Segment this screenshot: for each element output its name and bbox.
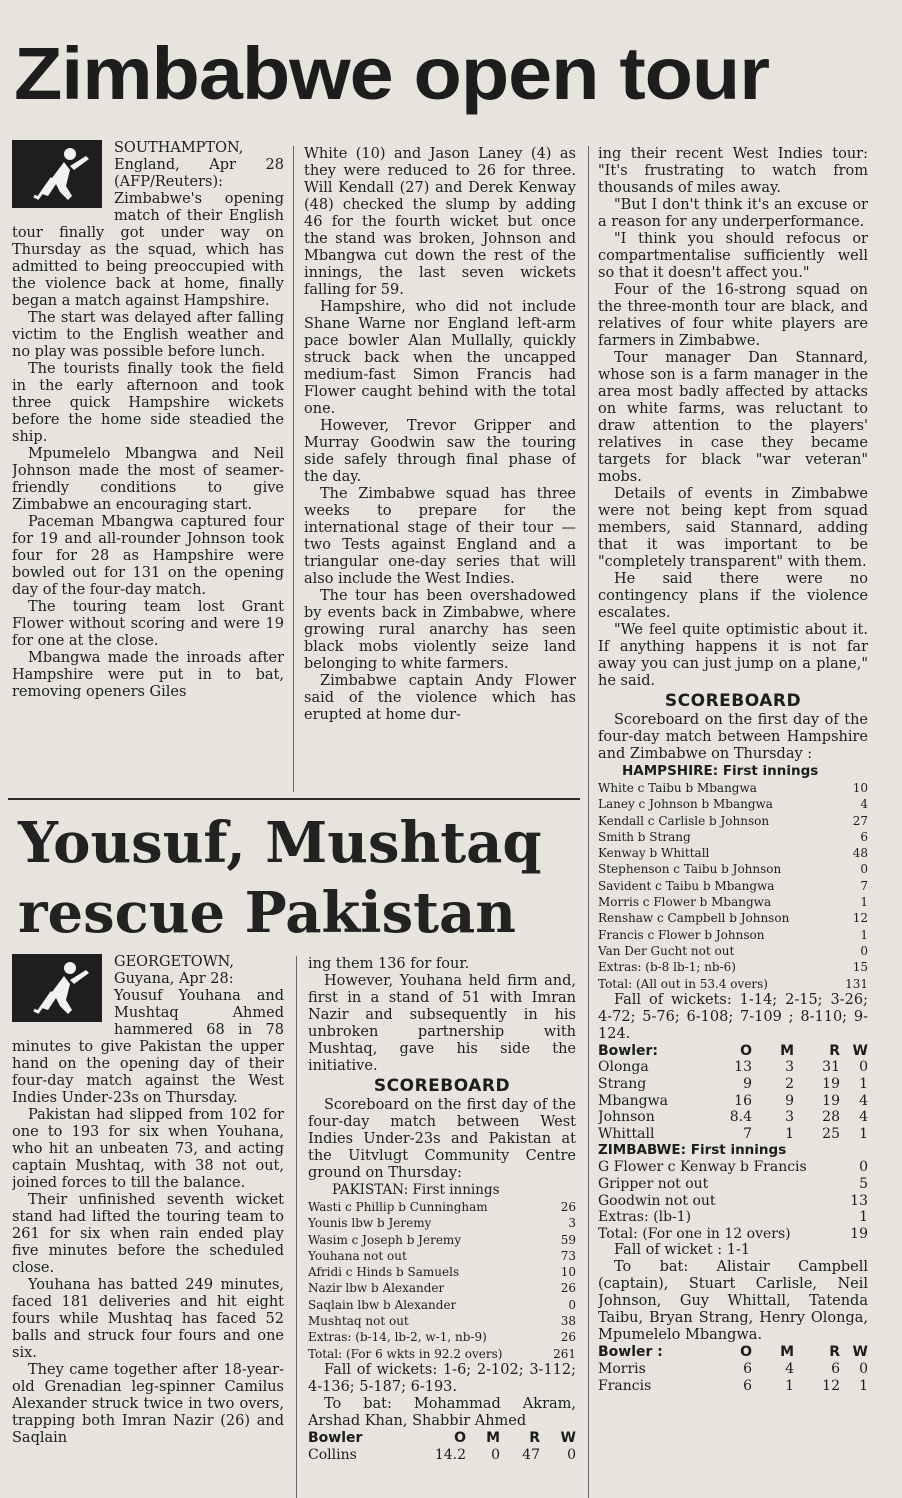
runs: 131 bbox=[845, 976, 868, 991]
runs: 10 bbox=[852, 781, 868, 795]
batting-line bbox=[308, 1280, 576, 1296]
cricket-batsman-logo bbox=[12, 140, 102, 208]
article1-col1-paragraphs bbox=[12, 191, 284, 701]
paragraph: The Zimbabwe squad has three weeks to prepare for the international stage of their tour — two Tests against England and a triangular one-day series that will also include the West Indies. bbox=[304, 486, 576, 587]
bowling-cell: 25 bbox=[822, 1125, 840, 1142]
batting-line bbox=[308, 1346, 576, 1362]
runs: 1 bbox=[859, 1209, 868, 1226]
zimbabwe-bowling-table bbox=[598, 1043, 868, 1143]
pakistan-scoreboard-intro: Scoreboard on the first day of the four-day match between West Indies Under-23s and Pakistan at the Uitvlugt Community Centre ground on Thursday: bbox=[308, 1097, 576, 1181]
article1-headline: Zimbabwe open tour bbox=[14, 32, 769, 115]
paragraph: However, Trevor Gripper and Murray Goodwin saw the touring side safely through final phase of the day. bbox=[304, 418, 576, 485]
batsman-dismissal: Renshaw c Campbell b Johnson bbox=[598, 911, 790, 926]
batsman-dismissal: Wasti c Phillip b Cunningham bbox=[308, 1200, 488, 1214]
batting-line bbox=[598, 976, 868, 992]
batting-line bbox=[598, 1176, 868, 1193]
runs: 38 bbox=[560, 1314, 576, 1329]
article2-column-2 bbox=[308, 956, 576, 1498]
cricket-batsman-logo-2 bbox=[12, 954, 102, 1022]
bowling-header-cell: O bbox=[740, 1344, 752, 1361]
runs: 6 bbox=[860, 829, 868, 844]
article1-dateline: SOUTHAMPTON, England, Apr 28 (AFP/Reuters): bbox=[114, 140, 284, 190]
bowling-cell: 4 bbox=[859, 1109, 868, 1126]
bowling-cell: 4 bbox=[785, 1360, 794, 1377]
bowling-header-cell: W bbox=[852, 1042, 868, 1059]
batsman-dismissal: Goodwin not out bbox=[598, 1192, 716, 1209]
paragraph: "We feel quite optimistic about it. If anything happens it is not far away you can just jump on a plane," he said. bbox=[598, 622, 868, 689]
runs: 5 bbox=[859, 1176, 868, 1193]
batting-line bbox=[308, 1297, 576, 1313]
batsman-dismissal: Van Der Gucht not out bbox=[598, 943, 735, 958]
article2-column-1 bbox=[12, 954, 284, 1498]
bowling-cell: 1 bbox=[859, 1377, 868, 1394]
bowling-cell: 4 bbox=[859, 1092, 868, 1109]
batting-line bbox=[598, 829, 868, 845]
scoreboard-title: SCOREBOARD bbox=[664, 691, 802, 711]
batting-line bbox=[598, 1159, 868, 1176]
article-separator-rule bbox=[8, 798, 580, 800]
article2-col1-paragraphs bbox=[12, 988, 284, 1447]
batting-line bbox=[598, 813, 868, 829]
bowling-cell: 6 bbox=[743, 1360, 752, 1377]
batting-line bbox=[598, 845, 868, 861]
bowling-header-cell: M bbox=[486, 1429, 500, 1446]
batting-line bbox=[308, 1199, 576, 1215]
batting-line bbox=[598, 910, 868, 926]
batsman-dismissal: Total: (For 6 wkts in 92.2 overs) bbox=[308, 1346, 503, 1361]
batsman-dismissal: Extras: (b-14, lb-2, w-1, nb-9) bbox=[308, 1330, 487, 1345]
paragraph: The tourists finally took the field in the early afternoon and took three quick Hampshire wickets before the home side steadied the ship. bbox=[12, 361, 284, 445]
runs: 1 bbox=[860, 895, 868, 910]
bowling-cell: 13 bbox=[734, 1059, 752, 1076]
runs: 10 bbox=[560, 1265, 576, 1280]
bowling-cell: 1 bbox=[859, 1076, 868, 1093]
batting-line bbox=[598, 959, 868, 975]
batting-line bbox=[598, 780, 868, 796]
zimbabwe-to-bat: To bat: Alistair Campbell (captain), Stuart Carlisle, Neil Johnson, Guy Whittall, Tatenda Taibu, Bryan Strang, Henry Olonga, Mpumelelo Mbangwa. bbox=[598, 1259, 868, 1344]
paragraph: ing their recent West Indies tour: "It's frustrating to watch from thousands of miles away. bbox=[598, 146, 868, 196]
paragraph: Mpumelelo Mbangwa and Neil Johnson made the most of seamer-friendly conditions to give Zimbabwe an encouraging start. bbox=[12, 446, 284, 513]
west-indies-bowling-table bbox=[308, 1430, 576, 1463]
batsman-dismissal: Youhana not out bbox=[308, 1248, 407, 1263]
bowling-cell: 28 bbox=[822, 1109, 840, 1126]
bowling-header-cell: M bbox=[780, 1344, 794, 1361]
runs: 27 bbox=[852, 813, 868, 828]
paragraph: The start was delayed after falling victim to the English weather and no play was possible before lunch. bbox=[12, 310, 284, 360]
paragraph: Zimbabwe captain Andy Flower said of the violence which has erupted at home dur- bbox=[304, 673, 576, 723]
bowling-cell: 6 bbox=[831, 1360, 840, 1377]
bowling-header-cell: R bbox=[529, 1429, 540, 1446]
batsman-dismissal: Extras: (b-8 lb-1; nb-6) bbox=[598, 960, 736, 975]
bowling-header-cell: M bbox=[780, 1042, 794, 1059]
paragraph: "But I don't think it's an excuse or a reason for any underperformance. bbox=[598, 197, 868, 230]
batting-line bbox=[308, 1313, 576, 1329]
runs: 12 bbox=[852, 911, 868, 926]
runs: 73 bbox=[560, 1248, 576, 1263]
bowling-row bbox=[598, 1076, 868, 1093]
paragraph: He said there were no contingency plans if the violence escalates. bbox=[598, 571, 868, 621]
bowling-cell: Whittall bbox=[598, 1125, 655, 1142]
paragraph: Tour manager Dan Stannard, whose son is a farm manager in the area most badly affected by attacks on white farms, was reluctant to draw attention to the players' relatives in case they became targets for black "war veteran" mobs. bbox=[598, 350, 868, 485]
bowling-cell: 9 bbox=[785, 1092, 794, 1109]
bowling-row bbox=[598, 1109, 868, 1126]
paragraph: "I think you should refocus or compartmentalise sufficiently well so that it doesn't affect you." bbox=[598, 231, 868, 281]
paragraph: Four of the 16-strong squad on the three-month tour are black, and relatives of four white players are farmers in Zimbabwe. bbox=[598, 282, 868, 349]
bowling-header-cell: O bbox=[454, 1429, 466, 1446]
pakistan-batting-list bbox=[308, 1199, 576, 1362]
batting-line bbox=[598, 861, 868, 877]
batsman-dismissal: Saqlain lbw b Alexander bbox=[308, 1297, 457, 1312]
column-divider-2 bbox=[588, 146, 589, 1498]
batsman-dismissal: Mushtaq not out bbox=[308, 1314, 409, 1329]
top-page-fragment bbox=[0, 0, 902, 10]
runs: 0 bbox=[568, 1297, 576, 1312]
batsman-icon bbox=[12, 140, 102, 208]
bowling-header-cell: O bbox=[740, 1042, 752, 1059]
bowling-header-cell: R bbox=[829, 1042, 840, 1059]
article1-column-1 bbox=[12, 140, 284, 792]
bowling-cell: 16 bbox=[734, 1092, 752, 1109]
runs: 26 bbox=[560, 1200, 576, 1214]
pakistan-innings-heading: PAKISTAN: First innings bbox=[332, 1182, 500, 1198]
article1-col3-paragraphs bbox=[598, 146, 868, 690]
zimbabwe-scoreboard bbox=[598, 690, 868, 1394]
bowling-header-cell: W bbox=[852, 1344, 868, 1361]
runs: 1 bbox=[860, 927, 868, 942]
bowling-row bbox=[598, 1361, 868, 1378]
bowling-row bbox=[598, 1059, 868, 1076]
hampshire-innings-heading: HAMPSHIRE: First innings bbox=[622, 763, 819, 779]
batsman-dismissal: Nazir lbw b Alexander bbox=[308, 1281, 445, 1296]
batsman-dismissal: Morris c Flower b Mbangwa bbox=[598, 895, 772, 910]
bowling-cell: Olonga bbox=[598, 1059, 649, 1076]
batsman-dismissal: Francis c Flower b Johnson bbox=[598, 927, 765, 942]
batsman-dismissal: Wasim c Joseph b Jeremy bbox=[308, 1232, 462, 1247]
batting-line bbox=[308, 1329, 576, 1345]
paragraph: Their unfinished seventh wicket stand had lifted the touring team to 261 for six when rain ended play five minutes before the scheduled close. bbox=[12, 1192, 284, 1276]
batting-line bbox=[598, 943, 868, 959]
bowling-cell: 3 bbox=[785, 1059, 794, 1076]
batsman-dismissal: Kenway b Whittall bbox=[598, 846, 710, 861]
batting-line bbox=[598, 1226, 868, 1243]
runs: 19 bbox=[850, 1225, 868, 1242]
runs: 0 bbox=[860, 862, 868, 877]
paragraph: Yousuf Youhana and Mushtaq Ahmed hammered 68 in 78 minutes to give Pakistan the upper hand on the opening day of their four-day match against the West Indies Under-23s on Thursday. bbox=[12, 988, 284, 1106]
batsman-icon-2 bbox=[12, 954, 102, 1022]
bowling-cell: 0 bbox=[567, 1446, 576, 1463]
paragraph: Mbangwa made the inroads after Hampshire were put in to bat, removing openers Giles bbox=[12, 650, 284, 700]
batting-line bbox=[598, 927, 868, 943]
batsman-dismissal: Total: (All out in 53.4 overs) bbox=[598, 976, 768, 991]
batsman-dismissal: Younis lbw b Jeremy bbox=[308, 1216, 432, 1231]
bowling-cell: Collins bbox=[308, 1446, 357, 1463]
bowling-row bbox=[598, 1093, 868, 1110]
hampshire-batting-list bbox=[598, 780, 868, 992]
paragraph: Pakistan had slipped from 102 for one to 193 for six when Youhana, who hit an unbeaten 73, and acting captain Mushtaq, with 38 not out, joined forces to till the balance. bbox=[12, 1107, 284, 1191]
bowling-header-cell: Bowler bbox=[308, 1429, 363, 1446]
bowling-cell: 14.2 bbox=[434, 1446, 466, 1463]
pakistan-scoreboard-title: SCOREBOARD bbox=[373, 1076, 511, 1096]
bowling-header-row bbox=[598, 1344, 868, 1361]
runs: 48 bbox=[852, 846, 868, 861]
batsman-dismissal: Afridi c Hinds b Samuels bbox=[308, 1265, 460, 1280]
paragraph: However, Youhana held firm and, first in a stand of 51 with Imran Nazir and subsequently in his unbroken partnership with Mushtaq, gave his side the initiative. bbox=[308, 973, 576, 1074]
bowling-cell: 19 bbox=[822, 1092, 840, 1109]
paragraph: White (10) and Jason Laney (4) as they were reduced to 26 for three. Will Kendall (27) and Derek Kenway (48) checked the slump by adding 46 for the fourth wicket but once the stand was broken, Johnson and Mbangwa cut down the rest of the innings, the last seven wickets falling for 59. bbox=[304, 146, 576, 298]
article2-dateline: GEORGETOWN, Guyana, Apr 28: bbox=[114, 954, 234, 987]
batsman-dismissal: Laney c Johnson b Mbangwa bbox=[598, 797, 773, 812]
runs: 0 bbox=[859, 1159, 868, 1176]
runs: 26 bbox=[560, 1281, 576, 1296]
batsman-dismissal: Smith b Strang bbox=[598, 829, 691, 844]
bowling-header-cell: R bbox=[829, 1344, 840, 1361]
bowling-cell: 47 bbox=[522, 1446, 540, 1463]
bowling-cell: 6 bbox=[743, 1377, 752, 1394]
paragraph: Zimbabwe's opening match of their English tour finally got under way on Thursday as the squad, which has admitted to being preoccupied with the violence back at home, finally began a match against Hampshire. bbox=[12, 191, 284, 309]
batting-line bbox=[598, 894, 868, 910]
batting-line bbox=[598, 878, 868, 894]
batsman-dismissal: G Flower c Kenway b Francis bbox=[598, 1159, 807, 1176]
runs: 0 bbox=[860, 943, 868, 958]
zimbabwe-batting-list bbox=[598, 1159, 868, 1242]
paragraph: Youhana has batted 249 minutes, faced 181 deliveries and hit eight fours while Mushtaq has faced 52 balls and struck four fours and one six. bbox=[12, 1277, 284, 1361]
runs: 15 bbox=[852, 960, 868, 975]
batting-line bbox=[598, 1209, 868, 1226]
bowling-cell: Morris bbox=[598, 1360, 646, 1377]
bowling-header-cell: W bbox=[560, 1429, 576, 1446]
paragraph: The tour has been overshadowed by events back in Zimbabwe, where growing rural anarchy has seen black mobs violently seize land belonging to white farmers. bbox=[304, 588, 576, 672]
runs: 3 bbox=[568, 1216, 576, 1231]
bowling-row bbox=[308, 1447, 576, 1464]
zimbabwe-innings-heading: ZIMBABWE: First innings bbox=[598, 1142, 787, 1159]
bowling-cell: 12 bbox=[822, 1377, 840, 1394]
paragraph: Paceman Mbangwa captured four for 19 and all-rounder Johnson took four for 28 as Hampshire were bowled out for 131 on the opening day of the four-day match. bbox=[12, 514, 284, 598]
batting-line bbox=[308, 1264, 576, 1280]
bowling-cell: 8.4 bbox=[729, 1109, 752, 1126]
bowling-cell: Strang bbox=[598, 1076, 647, 1093]
runs: 26 bbox=[560, 1330, 576, 1345]
batting-line bbox=[308, 1215, 576, 1231]
bowling-cell: 1 bbox=[785, 1377, 794, 1394]
runs: 4 bbox=[860, 797, 868, 812]
bowling-cell: 31 bbox=[822, 1059, 840, 1076]
pakistan-to-bat: To bat: Mohammad Akram, Arshad Khan, Shabbir Ahmed bbox=[308, 1395, 576, 1429]
bowling-row bbox=[598, 1378, 868, 1395]
bowling-cell: 19 bbox=[822, 1076, 840, 1093]
batsman-dismissal: Kendall c Carlisle b Johnson bbox=[598, 813, 770, 828]
batsman-dismissal: Total: (For one in 12 overs) bbox=[598, 1225, 791, 1242]
pakistan-scoreboard bbox=[308, 1075, 576, 1463]
batting-line bbox=[598, 796, 868, 812]
bowling-cell: 1 bbox=[859, 1125, 868, 1142]
runs: 13 bbox=[850, 1192, 868, 1209]
bowling-cell: Francis bbox=[598, 1377, 652, 1394]
article2-headline: Yousuf, Mushtaq rescue Pakistan bbox=[18, 810, 542, 946]
column-divider-3 bbox=[296, 956, 297, 1498]
batting-line bbox=[308, 1248, 576, 1264]
article1-column-3 bbox=[598, 146, 868, 1498]
bowling-cell: 7 bbox=[743, 1125, 752, 1142]
paragraph: The touring team lost Grant Flower without scoring and were 19 for one at the close. bbox=[12, 599, 284, 649]
bowling-cell: 0 bbox=[859, 1059, 868, 1076]
paragraph: They came together after 18-year-old Grenadian leg-spinner Camilus Alexander struck twice in two overs, trapping both Imran Nazir (26) and Saqlain bbox=[12, 1362, 284, 1446]
paragraph: Details of events in Zimbabwe were not being kept from squad members, said Stannard, adding that it was important to be "completely transparent" with them. bbox=[598, 486, 868, 570]
column-divider-1 bbox=[293, 146, 294, 792]
bowling-header-row bbox=[308, 1430, 576, 1447]
bowling-cell: 9 bbox=[743, 1076, 752, 1093]
article2-col2-paragraphs bbox=[308, 956, 576, 1075]
bowling-header-cell: Bowler: bbox=[598, 1042, 659, 1059]
runs: 59 bbox=[560, 1232, 576, 1247]
batting-line bbox=[598, 1193, 868, 1210]
batsman-dismissal: Gripper not out bbox=[598, 1176, 709, 1193]
article1-column-2 bbox=[304, 146, 576, 792]
bowling-cell: 0 bbox=[859, 1360, 868, 1377]
bowling-cell: 2 bbox=[785, 1076, 794, 1093]
paragraph: Hampshire, who did not include Shane Warne nor England left-arm pace bowler Alan Mullally, quickly struck back when the uncapped medium-fast Simon Francis had Flower caught behind with the total one. bbox=[304, 299, 576, 417]
bowling-cell: 1 bbox=[785, 1125, 794, 1142]
batsman-dismissal: White c Taibu b Mbangwa bbox=[598, 781, 757, 795]
hampshire-fall-of-wickets: Fall of wickets: 1-14; 2-15; 3-26; 4-72; 5-76; 6-108; 7-109 ; 8-110; 9-124. bbox=[598, 991, 868, 1042]
scoreboard-intro: Scoreboard on the first day of the four-day match between Hampshire and Zimbabwe on Thursday : bbox=[598, 712, 868, 762]
bowling-header-cell: Bowler : bbox=[598, 1344, 663, 1361]
bowling-cell: 3 bbox=[785, 1109, 794, 1126]
pakistan-fall-of-wickets: Fall of wickets: 1-6; 2-102; 3-112; 4-136; 5-187; 6-193. bbox=[308, 1361, 576, 1395]
bowling-row bbox=[598, 1126, 868, 1143]
batsman-dismissal: Stephenson c Taibu b Johnson bbox=[598, 862, 782, 877]
bowling-cell: Mbangwa bbox=[598, 1092, 668, 1109]
batsman-dismissal: Extras: (lb-1) bbox=[598, 1209, 692, 1226]
runs: 261 bbox=[553, 1346, 576, 1361]
bowling-cell: 0 bbox=[491, 1446, 500, 1463]
batsman-dismissal: Savident c Taibu b Mbangwa bbox=[598, 878, 775, 893]
hampshire-bowling-table bbox=[598, 1344, 868, 1394]
runs: 7 bbox=[860, 878, 868, 893]
batting-line bbox=[308, 1232, 576, 1248]
article1-col2-paragraphs bbox=[304, 146, 576, 724]
bowling-header-row bbox=[598, 1043, 868, 1060]
zimbabwe-fall-of-wicket: Fall of wicket : 1-1 bbox=[614, 1242, 751, 1259]
bowling-cell: Johnson bbox=[598, 1109, 655, 1126]
paragraph: ing them 136 for four. bbox=[308, 956, 470, 972]
